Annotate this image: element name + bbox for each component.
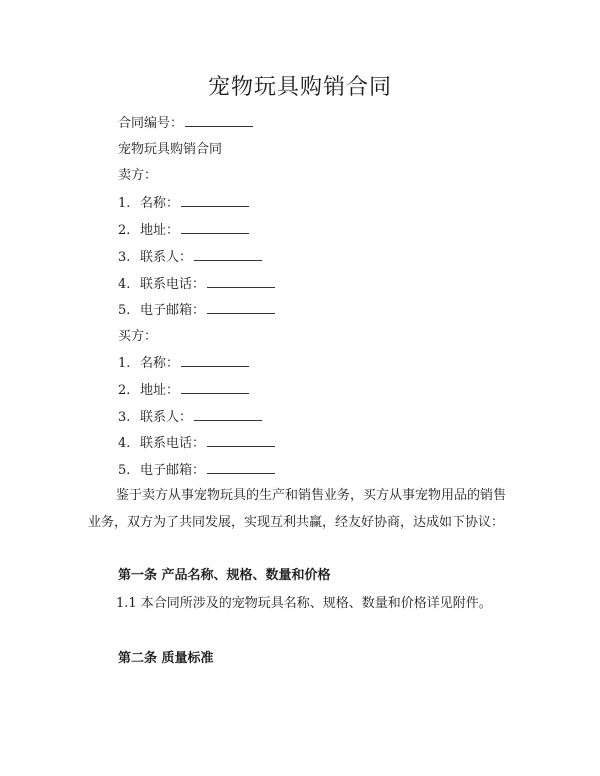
seller-field-num: 2. [118,223,131,238]
buyer-field-label: 地址： [140,383,180,398]
buyer-field-num: 4. [118,436,131,451]
buyer-phone-blank[interactable] [207,434,275,447]
preamble-paragraph: 鉴于卖方从事宠物玩具的生产和销售业务，买方从事宠物用品的销售业务，双方为了共同发展，实现互利共赢，经友好协商，达成如下协议： [88,488,507,530]
article-2-heading: 第二条 质量标准 [118,651,214,666]
buyer-field-email [118,461,275,480]
seller-email-blank[interactable] [207,301,275,314]
buyer-address-blank[interactable] [181,381,249,394]
buyer-field-label: 联系人： [140,410,193,425]
seller-field-label: 名称： [140,196,180,211]
contract-number-line [118,114,253,133]
buyer-field-num: 3. [118,410,131,425]
buyer-field-label: 名称： [140,356,180,371]
seller-name-blank[interactable] [181,194,249,207]
buyer-field-num: 1. [118,356,131,371]
seller-field-num: 4. [118,277,131,292]
seller-field-name [118,194,249,213]
contract-number-label: 合同编号： [118,116,184,131]
buyer-field-num: 5. [118,463,131,478]
buyer-field-label: 联系电话： [140,436,206,451]
buyer-field-label: 电子邮箱： [140,463,206,478]
buyer-field-phone [118,434,275,453]
contract-name: 宠物玩具购销合同 [118,142,223,157]
buyer-field-contact [118,408,262,427]
buyer-contact-blank[interactable] [194,408,262,421]
seller-field-label: 联系电话： [140,277,206,292]
seller-field-label: 联系人： [140,250,193,265]
seller-address-blank[interactable] [181,221,249,234]
seller-field-contact [118,248,262,267]
seller-heading: 卖方： [118,168,158,183]
buyer-field-name [118,354,249,373]
buyer-email-blank[interactable] [207,461,275,474]
article-1-clause: 1.1 本合同所涉及的宠物玩具名称、规格、数量和价格详见附件。 [116,596,492,611]
seller-field-num: 1. [118,196,131,211]
buyer-field-address [118,381,249,400]
seller-field-phone [118,275,275,294]
seller-contact-blank[interactable] [194,248,262,261]
seller-field-address [118,221,249,240]
document-title: 宠物玩具购销合同 [207,75,392,100]
seller-field-email [118,301,275,320]
buyer-heading: 买方： [118,329,158,344]
article-1-heading: 第一条 产品名称、规格、数量和价格 [118,568,331,583]
contract-number-blank[interactable] [185,114,253,127]
seller-field-label: 电子邮箱： [140,303,206,318]
seller-field-num: 5. [118,303,131,318]
buyer-name-blank[interactable] [181,354,249,367]
seller-phone-blank[interactable] [207,275,275,288]
seller-field-label: 地址： [140,223,180,238]
seller-field-num: 3. [118,250,131,265]
buyer-field-num: 2. [118,383,131,398]
